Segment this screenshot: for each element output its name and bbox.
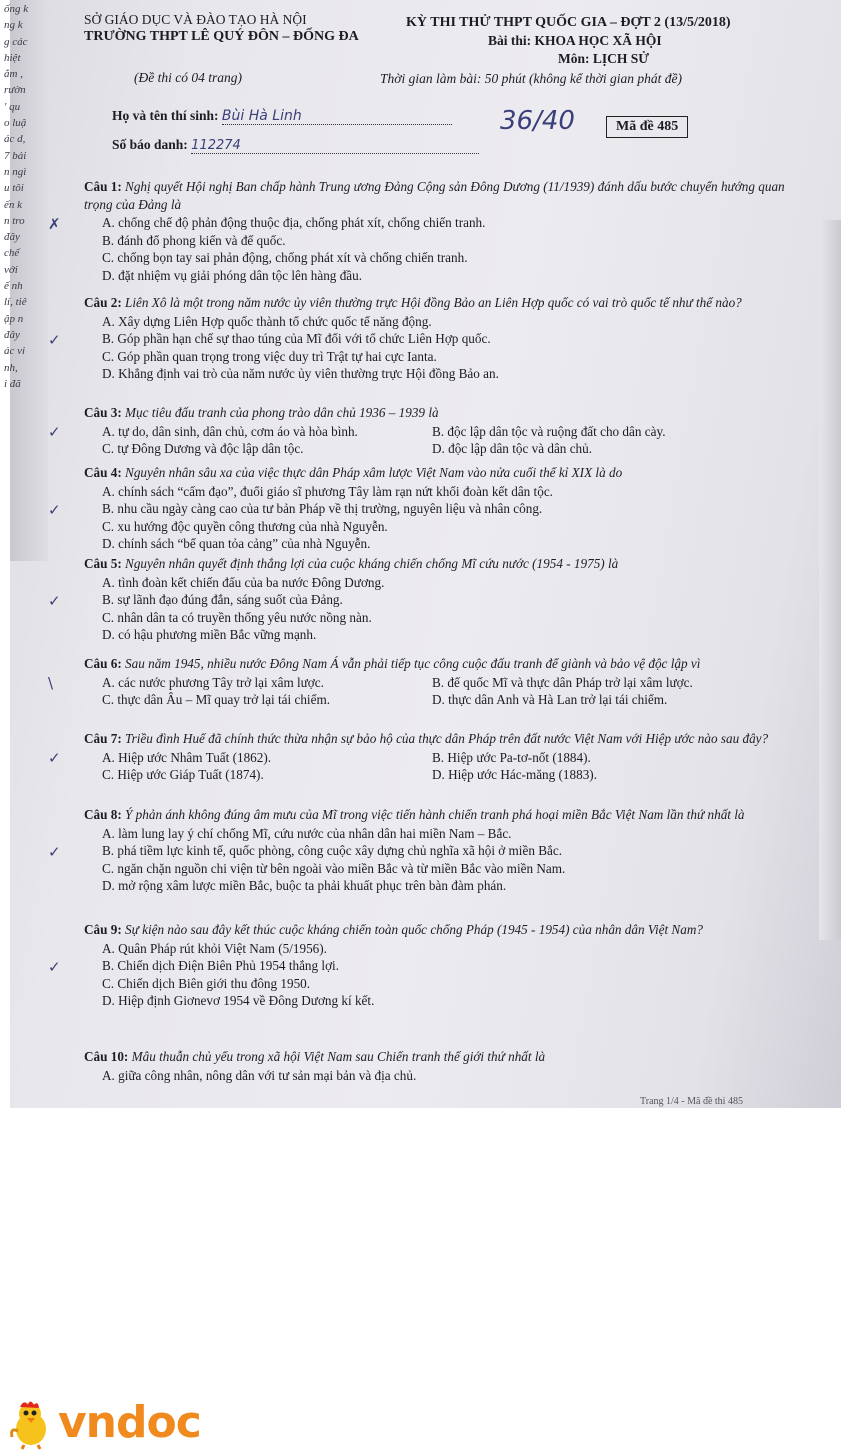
option-b: B. đánh đổ phong kiến và đế quốc. bbox=[102, 232, 286, 248]
option-list bbox=[84, 749, 809, 784]
option-a: A. các nước phương Tây trở lại xâm lược. bbox=[102, 674, 324, 690]
question-4 bbox=[48, 464, 809, 553]
candidate-name: Bùi Hà Linh bbox=[221, 108, 302, 124]
option-a: A. Xây dựng Liên Hợp quốc thành tổ chức quốc tế năng động. bbox=[102, 313, 432, 329]
answer-mark: ✓ bbox=[48, 749, 61, 767]
option-c: C. Góp phần quan trọng trong việc duy trì Trật tự hai cực Ianta. bbox=[102, 348, 437, 364]
question-stem bbox=[84, 294, 809, 312]
answer-mark: ✓ bbox=[48, 501, 61, 519]
sbd-line bbox=[191, 137, 479, 154]
option-d: D. mở rộng xâm lược miền Bắc, buộc ta phải khuất phục trên bàn đàm phán. bbox=[102, 878, 507, 893]
question-9 bbox=[48, 921, 809, 1010]
candidate-number: 112274 bbox=[191, 138, 241, 153]
question-stem bbox=[84, 1048, 809, 1066]
option-a: A. Quân Pháp rút khỏi Việt Nam (5/1956). bbox=[102, 940, 327, 956]
option-b: B. Hiệp ước Pa-tơ-nốt (1884). bbox=[432, 749, 591, 765]
page-footer: Trang 1/4 - Mã đề thi 485 bbox=[640, 1096, 743, 1107]
option-list bbox=[84, 483, 809, 553]
option-list bbox=[84, 1067, 809, 1085]
option-list bbox=[84, 214, 809, 284]
option-list bbox=[84, 940, 809, 1010]
candidate-number-row bbox=[112, 137, 479, 154]
option-d: D. Khẳng định vai trò của năm nước ủy viên thường trực Hội đồng Bảo an. bbox=[102, 366, 499, 381]
score: 36/40 bbox=[500, 106, 575, 136]
question-2 bbox=[48, 294, 809, 383]
question-10 bbox=[84, 1048, 809, 1084]
question-7 bbox=[48, 730, 809, 784]
question-label: Câu 5: bbox=[84, 556, 122, 571]
option-c: C. ngăn chặn nguồn chi viện từ bên ngoài vào miền Bắc và từ miền Bắc vào miền Nam. bbox=[102, 860, 566, 876]
answer-mark: ✗ bbox=[48, 215, 61, 233]
question-label: Câu 2: bbox=[84, 295, 122, 310]
option-a: A. tự do, dân sinh, dân chủ, cơm áo và hòa bình. bbox=[102, 423, 358, 439]
option-list bbox=[84, 574, 809, 644]
option-b: B. sự lãnh đạo đúng đắn, sáng suốt của Đảng. bbox=[102, 592, 343, 607]
option-list bbox=[84, 825, 809, 895]
school-name: TRƯỜNG THPT LÊ QUÝ ĐÔN – ĐỐNG ĐA bbox=[84, 29, 359, 44]
option-c: C. thực dân Âu – Mĩ quay trở lại tái chiếm. bbox=[102, 692, 331, 707]
question-stem bbox=[84, 921, 809, 939]
question-label: Câu 3: bbox=[84, 405, 122, 420]
option-b: B. độc lập dân tộc và ruộng đất cho dân cày. bbox=[432, 423, 666, 439]
exam-code: Mã đề 485 bbox=[606, 116, 688, 138]
option-c: C. chống bọn tay sai phản động, chống phát xít và chống chiến tranh. bbox=[102, 250, 468, 265]
option-c: C. Hiệp ước Giáp Tuất (1874). bbox=[102, 767, 264, 782]
option-b: B. Chiến dịch Điện Biên Phủ 1954 thắng lợi. bbox=[102, 958, 340, 973]
question-label: Câu 1: bbox=[84, 179, 122, 194]
exam-title: KỲ THI THỬ THPT QUỐC GIA – ĐỢT 2 (13/5/2018) bbox=[406, 15, 731, 30]
right-page-fragment bbox=[819, 220, 841, 940]
option-a: A. chống chế độ phản động thuộc địa, chống phát xít, chống chiến tranh. bbox=[102, 215, 486, 230]
option-b: B. Góp phần hạn chế sự thao túng của Mĩ đối với tổ chức Liên Hợp quốc. bbox=[102, 331, 491, 346]
option-b: B. phá tiềm lực kinh tế, quốc phòng, công cuộc xây dựng chủ nghĩa xã hội ở miền Bắc. bbox=[102, 843, 563, 858]
name-line bbox=[222, 108, 452, 125]
option-d: D. đặt nhiệm vụ giải phóng dân tộc lên hàng đầu. bbox=[102, 267, 363, 283]
question-stem bbox=[84, 464, 809, 482]
option-d: D. độc lập dân tộc và dân chủ. bbox=[432, 441, 593, 456]
option-list bbox=[84, 313, 809, 383]
option-d: D. Hiệp định Giơnevơ 1954 về Đông Dương kí kết. bbox=[102, 993, 375, 1008]
option-d: D. có hậu phương miền Bắc vững mạnh. bbox=[102, 627, 317, 642]
subject-name: Môn: LỊCH SỬ bbox=[558, 51, 650, 66]
exam-sheet bbox=[50, 0, 820, 1108]
option-c: C. tự Đông Dương và độc lập dân tộc. bbox=[102, 441, 304, 456]
answer-mark: ✓ bbox=[48, 331, 61, 349]
question-label: Câu 10: bbox=[84, 1049, 129, 1064]
page-count: (Đề thi có 04 trang) bbox=[134, 70, 242, 85]
question-stem bbox=[84, 178, 809, 213]
option-c: C. nhân dân ta có truyền thống yêu nước nồng nàn. bbox=[102, 609, 372, 625]
time-limit: Thời gian làm bài: 50 phút (không kể thời gian phát đề) bbox=[380, 71, 683, 86]
question-stem bbox=[84, 555, 809, 573]
answer-mark: ✓ bbox=[48, 843, 61, 861]
question-text: Sau năm 1945, nhiều nước Đông Nam Á vẫn phải tiếp tục công cuộc đấu tranh để giành và bảo vệ độc lập vì bbox=[125, 656, 701, 671]
chick-mascot-icon bbox=[6, 1399, 56, 1449]
question-1 bbox=[48, 178, 809, 284]
option-a: A. Hiệp ước Nhâm Tuất (1862). bbox=[102, 749, 272, 765]
option-c: C. Chiến dịch Biên giới thu đông 1950. bbox=[102, 975, 311, 991]
option-b: B. đế quốc Mĩ và thực dân Pháp trở lại xâm lược. bbox=[432, 674, 693, 690]
test-name: Bài thi: KHOA HỌC XÃ HỘI bbox=[488, 33, 662, 48]
question-text: Mâu thuẫn chủ yếu trong xã hội Việt Nam sau Chiến tranh thế giới thứ nhất là bbox=[131, 1049, 546, 1064]
question-label: Câu 4: bbox=[84, 465, 122, 480]
option-c: C. xu hướng độc quyền công thương của nhà Nguyễn. bbox=[102, 518, 388, 534]
question-stem bbox=[84, 404, 809, 422]
question-text: Nguyên nhân sâu xa của việc thực dân Pháp xâm lược Việt Nam vào nửa cuối thế kỉ XIX là do bbox=[125, 465, 623, 480]
answer-mark: ✓ bbox=[48, 592, 61, 610]
option-a: A. tình đoàn kết chiến đấu của ba nước Đông Dương. bbox=[102, 574, 385, 590]
logo-wordmark: vndoc bbox=[58, 1397, 201, 1448]
question-stem bbox=[84, 655, 809, 673]
sbd-label: Số báo danh: bbox=[112, 137, 188, 152]
option-list bbox=[84, 674, 809, 709]
left-page-fragment: ống k ng k g các hiệt ắm , rườn ' qu o luậ ác d, 7 bải n ngì u tôi ến k n tro đây chế với ế nh lí, tiê ập n đây ác vi nh, i đã bbox=[10, 0, 48, 561]
candidate-name-row bbox=[112, 108, 452, 125]
question-text: Ý phản ánh không đúng âm mưu của Mĩ trong việc tiến hành chiến tranh phá hoại miền Bắc Việt Nam lần thứ nhất là bbox=[125, 807, 745, 822]
question-3 bbox=[48, 404, 809, 458]
answer-mark: \ bbox=[48, 674, 54, 692]
question-label: Câu 7: bbox=[84, 731, 122, 746]
answer-mark: ✓ bbox=[48, 958, 61, 976]
question-label: Câu 9: bbox=[84, 922, 122, 937]
option-a: A. chính sách “cấm đạo”, đuổi giáo sĩ phương Tây làm rạn nứt khối đoàn kết dân tộc. bbox=[102, 483, 553, 499]
question-5 bbox=[48, 555, 809, 644]
question-text: Triều đình Huế đã chính thức thừa nhận sự bảo hộ của thực dân Pháp trên đất nước Việt Nam với Hiệp ước nào sau đây? bbox=[125, 731, 769, 746]
exam-photo bbox=[4, 0, 841, 1108]
name-label: Họ và tên thí sinh: bbox=[112, 108, 219, 123]
option-b: B. nhu cầu ngày càng cao của tư bản Pháp về thị trường, nguyên liệu và nhân công. bbox=[102, 501, 543, 516]
option-d: D. Hiệp ước Hác-măng (1883). bbox=[432, 767, 597, 782]
question-6 bbox=[48, 655, 809, 709]
answer-mark: ✓ bbox=[48, 423, 61, 441]
question-8 bbox=[48, 806, 809, 895]
option-a: A. giữa công nhân, nông dân với tư sản mại bản và địa chủ. bbox=[102, 1067, 417, 1083]
option-a: A. làm lung lay ý chí chống Mĩ, cứu nước của nhân dân hai miền Nam – Bắc. bbox=[102, 825, 512, 841]
question-text: Nguyên nhân quyết định thắng lợi của cuộc kháng chiến chống Mĩ cứu nước (1954 - 1975) là bbox=[125, 556, 619, 571]
question-text: Sự kiện nào sau đây kết thúc cuộc kháng chiến toàn quốc chống Pháp (1945 - 1954) của nhân dân Việt Nam? bbox=[125, 922, 703, 937]
vndoc-logo bbox=[6, 1399, 236, 1449]
option-d: D. thực dân Anh và Hà Lan trở lại tái chiếm. bbox=[432, 692, 668, 707]
question-label: Câu 6: bbox=[84, 656, 122, 671]
department: SỞ GIÁO DỤC VÀ ĐÀO TẠO HÀ NỘI bbox=[84, 12, 307, 27]
question-stem bbox=[84, 730, 809, 748]
option-d: D. chính sách “bế quan tỏa cảng” của nhà Nguyễn. bbox=[102, 536, 371, 551]
option-list bbox=[84, 423, 809, 458]
question-label: Câu 8: bbox=[84, 807, 122, 822]
question-text: Mục tiêu đấu tranh của phong trào dân chủ 1936 – 1939 là bbox=[125, 405, 439, 420]
question-text: Nghị quyết Hội nghị Ban chấp hành Trung ương Đảng Cộng sản Đông Dương (11/1939) đánh dấu bước chuyển hướng quan trọng của Đảng là bbox=[84, 179, 785, 212]
question-text: Liên Xô là một trong năm nước ủy viên thường trực Hội đồng Bảo an Liên Hợp quốc có vai trò quốc tế như thế nào? bbox=[125, 295, 742, 310]
question-stem bbox=[84, 806, 809, 824]
